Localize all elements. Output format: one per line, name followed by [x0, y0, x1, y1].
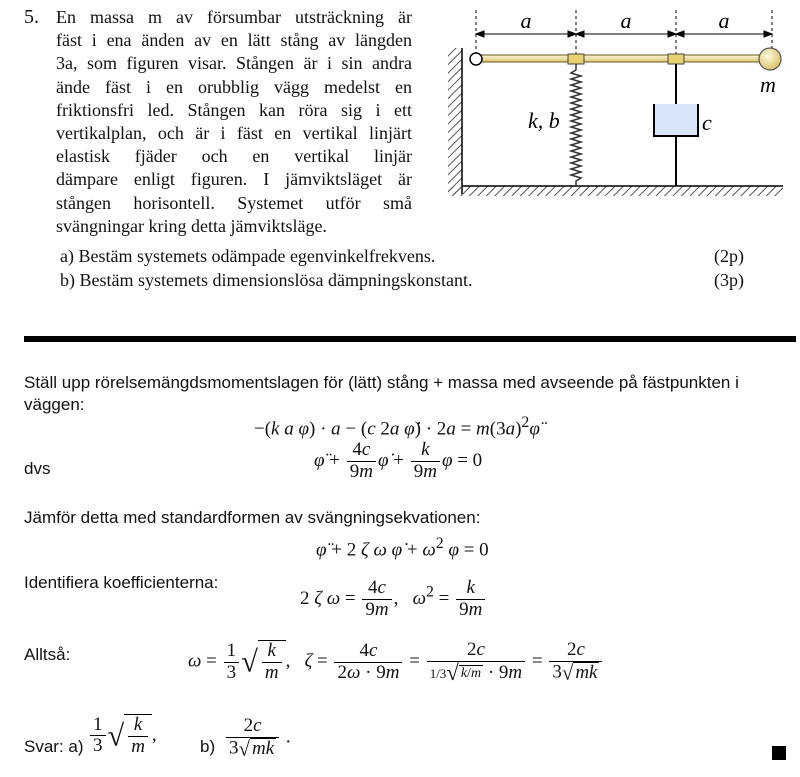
rod	[476, 55, 760, 62]
answer-a: $\frac{1}{3}$ √ $\frac{k}{m}$ ,	[88, 714, 157, 758]
equation-motion: φ̈ + $\frac{4c}{9m}$ φ̇ + $\frac{k}{9m}$ φ = 0	[314, 439, 483, 482]
mass-label: m	[760, 72, 776, 97]
question-b	[60, 270, 744, 291]
equation-standard: φ̈ + 2 ζ ω φ̇ + $\omega^2$ φ = 0	[316, 535, 489, 561]
damper	[654, 64, 698, 186]
question-a-text: a) Bestäm systemets odämpade egenvinkelfrekvens.	[60, 246, 436, 266]
problem-line: 3a, som figuren visar. Stången är i sin andra	[56, 53, 412, 74]
problem-line: friktionsfri led. Stången kan röra sig i ett	[56, 99, 412, 120]
wall	[448, 48, 462, 194]
answer-b: $\frac{2c}{3√ mk}$ .	[224, 716, 291, 760]
problem-number: 5.	[24, 6, 39, 28]
dim-label-a3: a	[718, 8, 730, 33]
section-divider	[24, 336, 796, 342]
problem-line: elastisk fjäder och en vertikal linjär	[56, 146, 412, 167]
solution-intro: Ställ upp rörelsemängdsmomentslagen för (lätt) stång + massa med avseende på fästpunkten i väggen:	[24, 373, 739, 414]
dim-label-a2: a	[620, 8, 632, 33]
problem-line: En massa m av försumbar utsträckning är	[56, 7, 412, 27]
dim-label-a1: a	[520, 8, 532, 33]
problem-line: svängningar kring detta jämviktsläge.	[56, 215, 327, 236]
equation-coefficients: 2 ζ ω = $\frac{4c}{9m}$ , $\omega^2$ = $\frac{k}{9m}$	[300, 578, 487, 621]
question-b-points: (3p)	[714, 270, 744, 290]
damper-label: c	[702, 110, 712, 135]
problem-line: dämpare enligt figuren. I jämviktsläget är	[56, 169, 412, 190]
qed-square	[772, 746, 786, 760]
compare-text: Jämför detta med standardformen av svängningsekvationen:	[24, 508, 481, 527]
mass-ball	[759, 48, 781, 70]
spring-joint	[568, 54, 584, 64]
question-b-text: b) Bestäm systemets dimensionslösa dämpningskonstant.	[60, 270, 473, 290]
spring-label: k, b	[528, 108, 560, 133]
problem-statement	[56, 6, 412, 238]
question-a	[60, 246, 744, 267]
dvs-label: dvs	[24, 459, 51, 478]
floor	[448, 186, 783, 196]
problem-line: fäst i ena änden av en lätt stång av längden	[56, 30, 412, 51]
equation-moment: −(k a φ) · a − (c 2a φ̇) · $2a = m(3a)^2\varphï$	[254, 414, 540, 440]
mechanism-figure	[440, 4, 785, 204]
problem-line: vertikalplan, och är i fäst en vertikal linjärt	[56, 123, 412, 144]
identify-text: Identifiera koefficienterna:	[24, 573, 219, 592]
hinge	[470, 53, 482, 65]
answer-label: Svar: a)	[24, 737, 84, 756]
equation-result: ω = $\frac{1}{3}$ √ $\frac{k}{m}$ , ζ = $\frac{4c}{2\omega \cdot 9m}$ = $\frac{2c}{1/3√ k/m \cdot 9m}$ = $\frac{2c}{3√ mk}$	[188, 640, 604, 685]
spring	[571, 64, 581, 186]
damper-joint	[668, 54, 684, 64]
question-a-points: (2p)	[714, 246, 744, 266]
problem-line: ände fäst i en orubblig vägg medelst en	[56, 76, 412, 97]
thus-text: Alltså:	[24, 645, 71, 664]
answer-b-label: b)	[200, 737, 216, 756]
problem-line: stången horisontell. Systemet utför små	[56, 192, 412, 213]
